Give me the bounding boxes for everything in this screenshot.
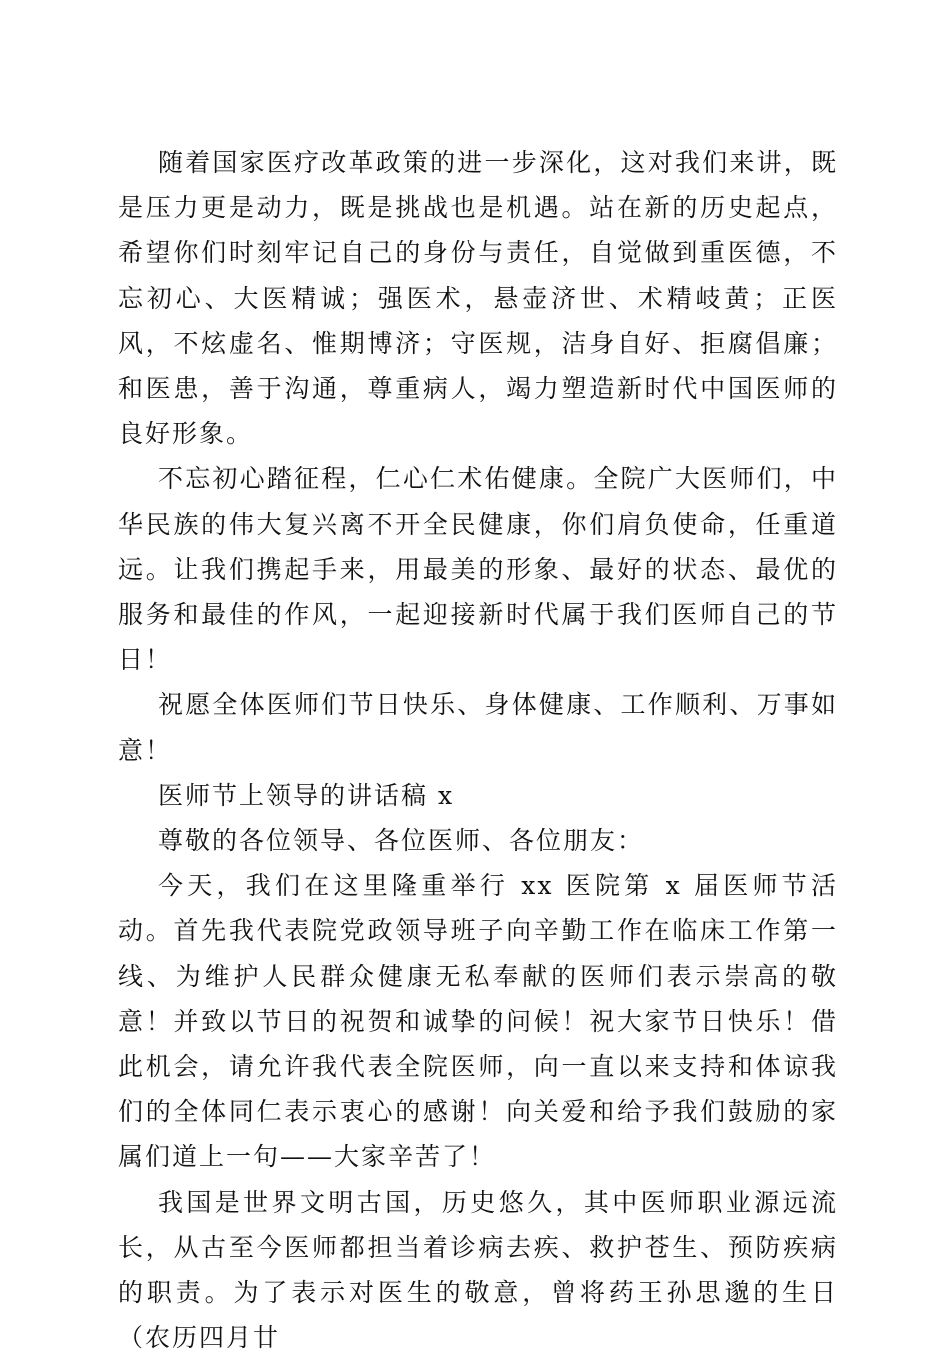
speech-title: 医师节上领导的讲话稿 x (158, 780, 455, 810)
paragraph-history: 我国是世界文明古国，历史悠久，其中医师职业源远流长，从古至今医师都担当着诊病去疾、救护苍生、预防疾病的职责。为了表示对医生的敬意，曾将药王孙思邈的生日（农历四月廿 (118, 1187, 838, 1353)
salutation: 尊敬的各位领导、各位医师、各位朋友： (158, 826, 645, 856)
paragraph-reform-policy: 随着国家医疗改革政策的进一步深化，这对我们来讲，既是压力更是动力，既是挑战也是机遇。站在新的历史起点，希望你们时刻牢记自己的身份与责任，自觉做到重医德，不忘初心、大医精诚；强医术，悬壶济世、术精岐黄；正医风，不炫虚名、惟期博济；守医规，洁身自好、拒腐倡廉；和医患，善于沟通，尊重病人，竭力塑造新时代中国医师的良好形象。 (118, 148, 838, 449)
paragraph-wishes: 祝愿全体医师们节日快乐、身体健康、工作顺利、万事如意！ (118, 690, 838, 765)
paragraph-original-aspiration: 不忘初心踏征程，仁心仁术佑健康。全院广大医师们，中华民族的伟大复兴离不开全民健康，你们肩负使命，任重道远。让我们携起手来，用最美的形象、最好的状态、最优的服务和最佳的作风，一起迎接新时代属于我们医师自己的节日！ (118, 464, 838, 675)
document-body (118, 140, 838, 1360)
paragraph-opening: 今天，我们在这里隆重举行 xx 医院第 x 届医师节活动。首先我代表院党政领导班子向辛勤工作在临床工作第一线、为维护人民群众健康无私奉献的医师们表示崇高的敬意！并致以节日的祝贺和诚挚的问候！祝大家节日快乐！借此机会，请允许我代表全院医师，向一直以来支持和体谅我们的全体同仁表示衷心的感谢！向关爱和给予我们鼓励的家属们道上一句——大家辛苦了！ (118, 871, 838, 1172)
